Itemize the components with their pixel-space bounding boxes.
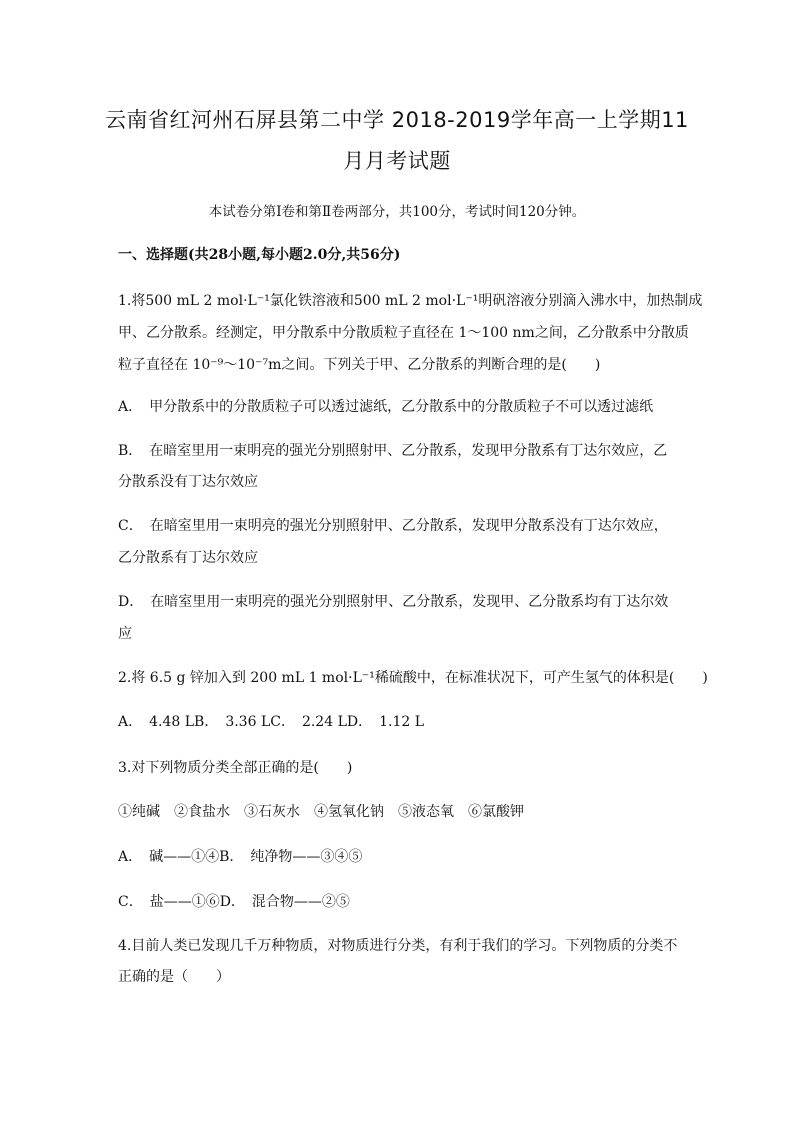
section-heading: 一、选择题(共28小题,每小题2.0分,共56分) xyxy=(118,247,401,263)
exam-subtitle: 本试卷分第Ⅰ卷和第Ⅱ卷两部分，共100分，考试时间120分钟。 xyxy=(208,204,586,220)
q2-stem: 2.将 6.5 g 锌加入到 200 mL 1 mol·L⁻¹稀硫酸中，在标准状况下，可产生氢气的体积是( ) xyxy=(118,670,708,686)
q2-options: A． 4.48 LB． 3.36 LC． 2.24 LD． 1.12 L xyxy=(118,714,425,730)
q1-stem-line1: 1.将500 mL 2 mol·L⁻¹氯化铁溶液和500 mL 2 mol·L⁻¹明矾溶液分别滴入沸水中，加热制成 xyxy=(118,293,703,309)
q3-options-ab: A． 碱——①④B． 纯净物——③④⑤ xyxy=(118,849,363,865)
q1-option-a: A． 甲分散系中的分散质粒子可以透过滤纸，乙分散系中的分散质粒子不可以透过滤纸 xyxy=(118,399,654,415)
q1-option-b-line2: 分散系没有丁达尔效应 xyxy=(118,474,258,490)
q3-options-cd: C． 盐——①⑥D． 混合物——②⑤ xyxy=(118,894,350,910)
q1-option-c-line1: C． 在暗室里用一束明亮的强光分别照射甲、乙分散系，发现甲分散系没有丁达尔效应， xyxy=(118,518,668,534)
q1-option-d-line1: D． 在暗室里用一束明亮的强光分别照射甲、乙分散系，发现甲、乙分散系均有丁达尔效 xyxy=(118,594,669,610)
q3-stem: 3.对下列物质分类全部正确的是( ) xyxy=(118,760,353,776)
exam-title-line1: 云南省红河州石屏县第二中学 2018-2019学年高一上学期11 xyxy=(105,108,689,132)
q1-stem-line2: 甲、乙分散系。经测定，甲分散系中分散质粒子直径在 1～100 nm之间，乙分散系中分散质 xyxy=(118,325,689,341)
q4-stem-line2: 正确的是（ ） xyxy=(118,969,230,985)
exam-title-line2: 月月考试题 xyxy=(343,149,451,173)
q3-items: ①纯碱 ②食盐水 ③石灰水 ④氢氧化钠 ⑤液态氧 ⑥氯酸钾 xyxy=(118,804,524,820)
q4-stem-line1: 4.目前人类已发现几千万种物质，对物质进行分类，有利于我们的学习。下列物质的分类不 xyxy=(118,938,678,954)
q1-option-d-line2: 应 xyxy=(118,626,132,642)
q1-option-c-line2: 乙分散系有丁达尔效应 xyxy=(118,550,258,566)
q1-option-b-line1: B． 在暗室里用一束明亮的强光分别照射甲、乙分散系，发现甲分散系有丁达尔效应，乙 xyxy=(118,443,668,459)
q1-stem-line3: 粒子直径在 10⁻⁹～10⁻⁷m之间。下列关于甲、乙分散系的判断合理的是( ) xyxy=(118,357,601,373)
